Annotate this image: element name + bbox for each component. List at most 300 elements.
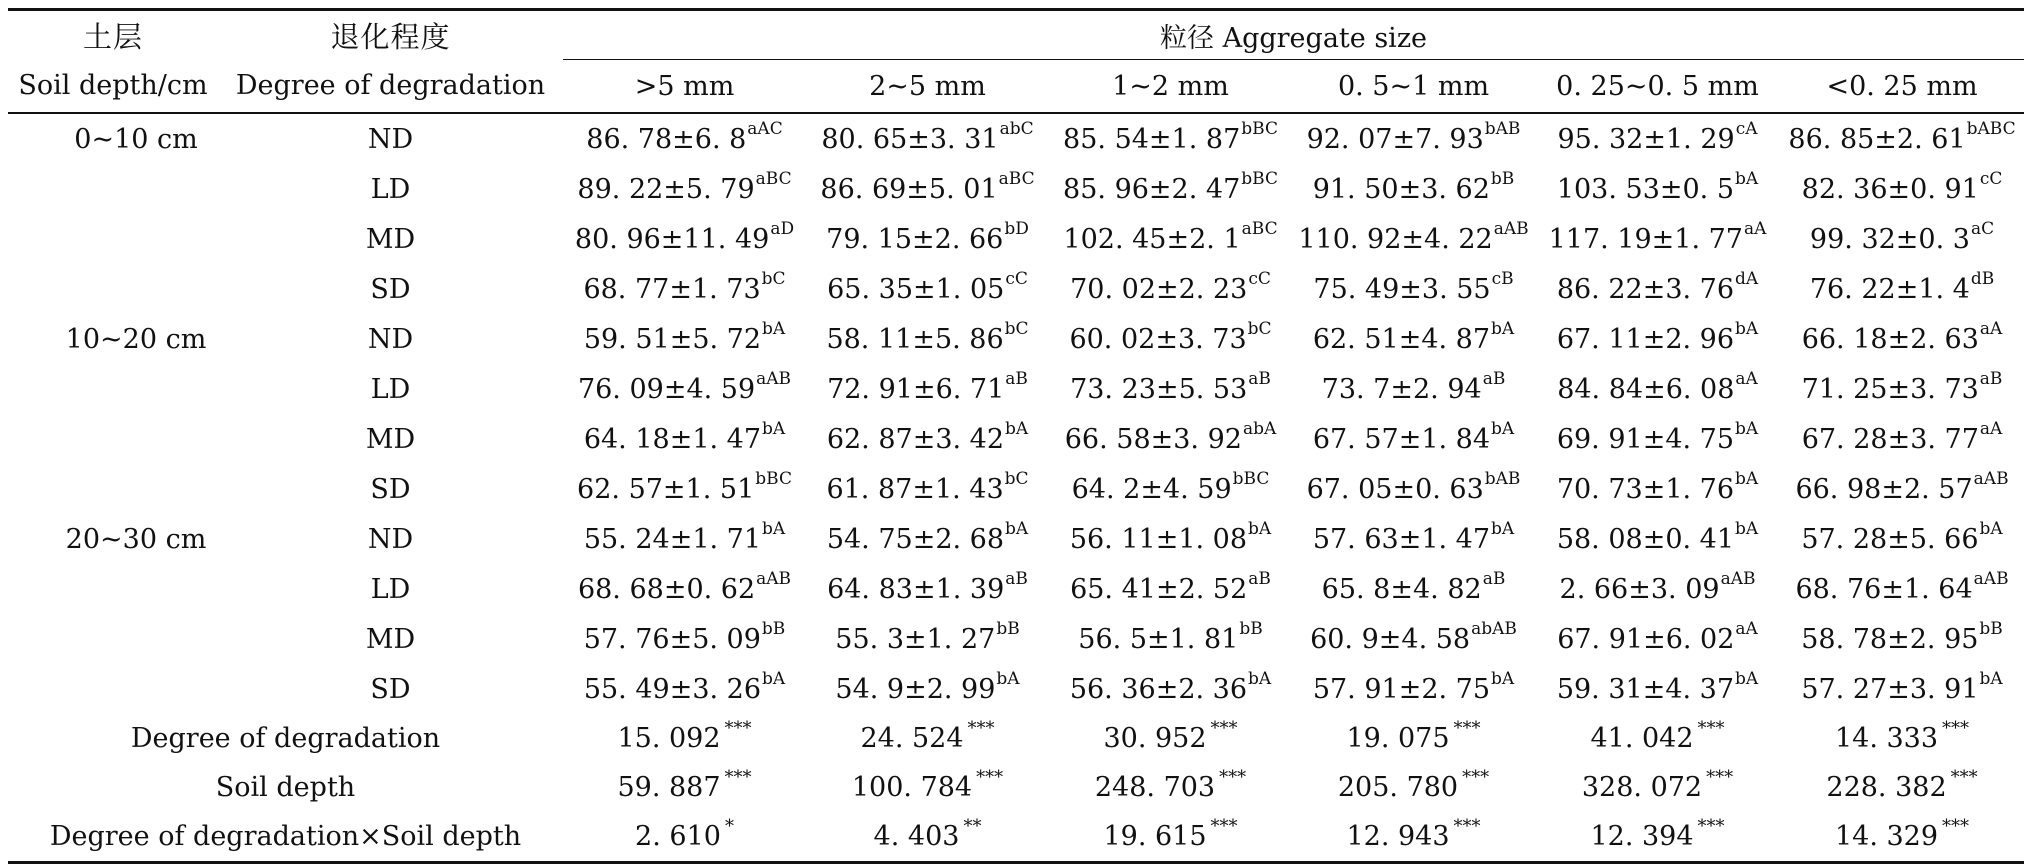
mean-sd-value: 117. 19±1. 77 — [1548, 223, 1743, 255]
value-cell — [1292, 113, 1535, 164]
value-cell — [1535, 314, 1780, 364]
mean-sd-value: 61. 87±1. 43 — [826, 473, 1004, 505]
mean-sd-value: 58. 11±5. 86 — [826, 323, 1004, 355]
value-cell — [806, 614, 1049, 664]
value-cell — [563, 564, 806, 614]
f-value-cell — [1535, 763, 1780, 812]
f-value-cell — [1049, 763, 1292, 812]
significance-letters: aA — [1743, 218, 1767, 239]
significance-letters: bD — [1004, 218, 1029, 239]
value-cell — [1292, 464, 1535, 514]
significance-letters: bA — [1491, 318, 1515, 339]
value-cell — [1292, 314, 1535, 364]
value-cell — [563, 414, 806, 464]
significance-letters: aAB — [1973, 568, 2009, 589]
significance-letters: cC — [1248, 268, 1271, 289]
value-cell — [1292, 214, 1535, 264]
f-value: 15. 092 — [617, 723, 721, 754]
mean-sd-value: 55. 3±1. 27 — [835, 623, 996, 655]
value-cell — [806, 214, 1049, 264]
degradation-header-cn: 退化程度 — [218, 10, 563, 60]
significance-letters: aA — [1979, 318, 2003, 339]
significance-stars: *** — [1697, 718, 1725, 739]
f-value: 4. 403 — [873, 821, 960, 852]
significance-stars: *** — [1210, 816, 1238, 837]
table-row — [8, 214, 2024, 264]
value-cell — [1535, 464, 1780, 514]
significance-letters: cA — [1735, 118, 1758, 139]
degradation-degree-cell: MD — [365, 623, 416, 655]
significance-letters: aAC — [747, 118, 783, 139]
f-value: 24. 524 — [860, 723, 964, 754]
mean-sd-value: 64. 18±1. 47 — [583, 423, 762, 455]
value-cell — [806, 564, 1049, 614]
significance-letters: aAB — [1720, 568, 1756, 589]
significance-letters: aB — [1005, 368, 1028, 389]
significance-letters: bA — [1248, 668, 1272, 689]
mean-sd-value: 67. 11±2. 96 — [1556, 323, 1735, 355]
value-cell — [1049, 113, 1292, 164]
f-value: 100. 784 — [851, 772, 973, 803]
significance-letters: bBC — [1241, 118, 1278, 139]
soil-depth-cell: 0~10 cm — [74, 123, 198, 155]
value-cell — [1780, 614, 2024, 664]
mean-sd-value: 54. 9±2. 99 — [835, 673, 996, 705]
value-cell — [1780, 414, 2024, 464]
f-value-cell — [1780, 812, 2024, 863]
f-value: 41. 042 — [1590, 723, 1694, 754]
value-cell — [806, 164, 1049, 214]
mean-sd-value: 103. 53±0. 5 — [1556, 173, 1735, 205]
significance-letters: aA — [1735, 368, 1758, 389]
f-value-cell — [563, 763, 806, 812]
significance-letters: aB — [1248, 568, 1271, 589]
f-value-cell — [1780, 714, 2024, 763]
soil-depth-cell — [8, 614, 218, 664]
f-value-cell — [1535, 714, 1780, 763]
mean-sd-value: 67. 91±6. 02 — [1557, 623, 1735, 655]
value-cell — [1292, 414, 1535, 464]
value-cell — [1049, 364, 1292, 414]
soil-depth-cell — [8, 414, 218, 464]
f-value-cell — [1780, 763, 2024, 812]
value-cell — [1780, 214, 2024, 264]
significance-stars: *** — [1942, 718, 1970, 739]
value-cell — [1535, 414, 1780, 464]
significance-letters: cC — [1979, 168, 2003, 189]
mean-sd-value: 66. 18±2. 63 — [1801, 323, 1979, 355]
value-cell — [563, 314, 806, 364]
f-value: 19. 075 — [1346, 723, 1450, 754]
anova-row — [8, 763, 2024, 812]
aggregate-table — [8, 8, 2024, 864]
f-value: 248. 703 — [1094, 772, 1216, 803]
f-value-cell — [806, 763, 1049, 812]
significance-stars: *** — [724, 767, 752, 788]
significance-letters: aB — [1005, 568, 1028, 589]
value-cell — [806, 664, 1049, 714]
significance-letters: bB — [996, 618, 1020, 639]
significance-letters: dB — [1970, 268, 1995, 289]
value-cell — [563, 514, 806, 564]
mean-sd-value: 73. 23±5. 53 — [1070, 373, 1248, 405]
table-row — [8, 564, 2024, 614]
soil-layer-header-cn: 土层 — [8, 10, 218, 60]
value-cell — [1780, 264, 2024, 314]
significance-letters: bA — [1005, 418, 1029, 439]
degradation-degree-cell: ND — [367, 123, 414, 155]
f-value: 2. 610 — [635, 821, 721, 852]
value-cell — [1535, 664, 1780, 714]
mean-sd-value: 84. 84±6. 08 — [1557, 373, 1735, 405]
value-cell — [563, 164, 806, 214]
value-cell — [1780, 113, 2024, 164]
f-value-cell — [1292, 812, 1535, 863]
f-value: 19. 615 — [1103, 821, 1207, 852]
soil-depth-cell — [8, 364, 218, 414]
size-header-gt5: >5 mm — [563, 60, 806, 114]
table-row — [8, 113, 2024, 164]
f-value: 12. 394 — [1590, 821, 1694, 852]
mean-sd-value: 95. 32±1. 29 — [1557, 123, 1735, 155]
mean-sd-value: 67. 57±1. 84 — [1312, 423, 1491, 455]
mean-sd-value: 57. 27±3. 91 — [1801, 673, 1979, 705]
mean-sd-value: 58. 08±0. 41 — [1556, 523, 1735, 555]
mean-sd-value: 60. 9±4. 58 — [1310, 623, 1471, 655]
mean-sd-value: 57. 91±2. 75 — [1312, 673, 1491, 705]
value-cell — [1780, 314, 2024, 364]
table-row — [8, 464, 2024, 514]
mean-sd-value: 55. 49±3. 26 — [583, 673, 762, 705]
significance-letters: bBC — [755, 468, 792, 489]
significance-letters: bC — [1004, 318, 1029, 339]
value-cell — [1292, 264, 1535, 314]
size-header-05-1: 0. 5~1 mm — [1292, 60, 1535, 114]
value-cell — [1049, 314, 1292, 364]
mean-sd-value: 64. 83±1. 39 — [827, 573, 1005, 605]
mean-sd-value: 86. 69±5. 01 — [820, 173, 998, 205]
significance-letters: bA — [762, 518, 786, 539]
significance-letters: aA — [1979, 418, 2003, 439]
f-value-cell — [1292, 714, 1535, 763]
value-cell — [1780, 564, 2024, 614]
soil-layer-header-en: Soil depth/cm — [8, 60, 218, 114]
mean-sd-value: 102. 45±2. 1 — [1063, 223, 1241, 255]
significance-letters: dA — [1735, 268, 1759, 289]
value-cell — [806, 414, 1049, 464]
value-cell — [1780, 364, 2024, 414]
f-value: 328. 072 — [1581, 772, 1703, 803]
degradation-degree-cell: LD — [370, 373, 411, 405]
degradation-degree-cell: LD — [370, 173, 411, 205]
size-header-lt025: <0. 25 mm — [1780, 60, 2024, 114]
soil-depth-cell — [8, 264, 218, 314]
significance-stars: *** — [1697, 816, 1725, 837]
significance-stars: *** — [1950, 767, 1978, 788]
value-cell — [563, 664, 806, 714]
significance-letters: bAB — [1484, 118, 1521, 139]
significance-letters: aB — [1248, 368, 1271, 389]
anova-factor-label: Degree of degradation — [130, 723, 441, 754]
value-cell — [1535, 214, 1780, 264]
mean-sd-value: 65. 8±4. 82 — [1321, 573, 1482, 605]
value-cell — [1049, 464, 1292, 514]
significance-stars: *** — [1942, 816, 1970, 837]
value-cell — [1535, 264, 1780, 314]
mean-sd-value: 65. 41±2. 52 — [1070, 573, 1248, 605]
table-row — [8, 314, 2024, 364]
value-cell — [1780, 164, 2024, 214]
significance-letters: bABC — [1966, 118, 2016, 139]
significance-letters: aC — [1970, 218, 1995, 239]
value-cell — [806, 364, 1049, 414]
soil-depth-cell: 10~20 cm — [65, 323, 207, 355]
value-cell — [806, 514, 1049, 564]
value-cell — [563, 113, 806, 164]
mean-sd-value: 70. 02±2. 23 — [1070, 273, 1248, 305]
mean-sd-value: 79. 15±2. 66 — [826, 223, 1004, 255]
mean-sd-value: 60. 02±3. 73 — [1069, 323, 1247, 355]
significance-letters: aBC — [1241, 218, 1278, 239]
f-value-cell — [806, 714, 1049, 763]
f-value-cell — [806, 812, 1049, 863]
mean-sd-value: 86. 22±3. 76 — [1556, 273, 1735, 305]
value-cell — [1780, 514, 2024, 564]
mean-sd-value: 2. 66±3. 09 — [1559, 573, 1720, 605]
significance-stars: *** — [1453, 816, 1481, 837]
value-cell — [1535, 514, 1780, 564]
significance-stars: *** — [1210, 718, 1238, 739]
significance-letters: bA — [1979, 668, 2003, 689]
anova-row — [8, 812, 2024, 863]
value-cell — [1049, 414, 1292, 464]
value-cell — [1535, 113, 1780, 164]
soil-depth-cell: 20~30 cm — [65, 523, 207, 555]
significance-letters: abAB — [1471, 618, 1517, 639]
significance-letters: bA — [762, 318, 786, 339]
f-value: 12. 943 — [1346, 821, 1450, 852]
mean-sd-value: 66. 58±3. 92 — [1064, 423, 1242, 455]
mean-sd-value: 76. 22±1. 4 — [1809, 273, 1970, 305]
size-header-025-05: 0. 25~0. 5 mm — [1535, 60, 1780, 114]
significance-letters: bB — [1490, 168, 1515, 189]
significance-letters: aAB — [1493, 218, 1529, 239]
significance-letters: aD — [770, 218, 795, 239]
value-cell — [1049, 214, 1292, 264]
size-header-2-5: 2~5 mm — [806, 60, 1049, 114]
table-row — [8, 664, 2024, 714]
significance-letters: cB — [1491, 268, 1514, 289]
significance-letters: bA — [1735, 468, 1759, 489]
significance-letters: bA — [1735, 418, 1759, 439]
mean-sd-value: 67. 28±3. 77 — [1801, 423, 1979, 455]
significance-letters: bA — [1248, 518, 1272, 539]
degradation-degree-cell: ND — [367, 523, 414, 555]
mean-sd-value: 57. 76±5. 09 — [583, 623, 761, 655]
degradation-degree-cell: SD — [370, 473, 411, 505]
mean-sd-value: 86. 85±2. 61 — [1788, 123, 1966, 155]
significance-letters: aBC — [755, 168, 792, 189]
mean-sd-value: 65. 35±1. 05 — [827, 273, 1005, 305]
significance-letters: cC — [1005, 268, 1028, 289]
significance-letters: abA — [1242, 418, 1277, 439]
mean-sd-value: 68. 76±1. 64 — [1795, 573, 1973, 605]
degradation-degree-cell: MD — [365, 223, 416, 255]
degradation-degree-cell: LD — [370, 573, 411, 605]
significance-letters: bA — [1735, 518, 1759, 539]
significance-letters: bB — [1239, 618, 1263, 639]
value-cell — [1292, 664, 1535, 714]
value-cell — [563, 264, 806, 314]
value-cell — [1292, 564, 1535, 614]
significance-stars: *** — [1219, 767, 1247, 788]
value-cell — [806, 113, 1049, 164]
value-cell — [1535, 164, 1780, 214]
mean-sd-value: 86. 78±6. 8 — [586, 123, 747, 155]
value-cell — [1049, 664, 1292, 714]
significance-letters: aB — [1482, 368, 1506, 389]
significance-letters: aAB — [756, 568, 792, 589]
significance-stars: *** — [1706, 767, 1734, 788]
value-cell — [1049, 614, 1292, 664]
mean-sd-value: 73. 7±2. 94 — [1321, 373, 1482, 405]
significance-letters: aB — [1482, 568, 1506, 589]
significance-letters: bC — [761, 268, 786, 289]
significance-letters: bA — [996, 668, 1020, 689]
table-row — [8, 514, 2024, 564]
value-cell — [563, 214, 806, 264]
significance-letters: bBC — [1241, 168, 1278, 189]
significance-letters: bA — [1491, 418, 1515, 439]
significance-letters: bA — [1491, 668, 1515, 689]
value-cell — [1780, 464, 2024, 514]
mean-sd-value: 75. 49±3. 55 — [1313, 273, 1491, 305]
soil-depth-cell — [8, 164, 218, 214]
significance-stars: *** — [967, 718, 995, 739]
significance-letters: abC — [999, 118, 1034, 139]
significance-letters: bA — [1735, 168, 1759, 189]
significance-letters: bB — [761, 618, 786, 639]
mean-sd-value: 57. 28±5. 66 — [1801, 523, 1979, 555]
mean-sd-value: 70. 73±1. 76 — [1556, 473, 1735, 505]
value-cell — [1292, 164, 1535, 214]
degradation-header-en: Degree of degradation — [218, 60, 563, 114]
value-cell — [806, 464, 1049, 514]
soil-depth-cell — [8, 664, 218, 714]
significance-stars: *** — [724, 718, 752, 739]
value-cell — [1292, 514, 1535, 564]
value-cell — [563, 464, 806, 514]
significance-letters: bA — [1735, 318, 1759, 339]
mean-sd-value: 71. 25±3. 73 — [1801, 373, 1979, 405]
soil-depth-cell — [8, 214, 218, 264]
mean-sd-value: 67. 05±0. 63 — [1306, 473, 1484, 505]
mean-sd-value: 69. 91±4. 75 — [1556, 423, 1735, 455]
f-value: 14. 329 — [1834, 821, 1939, 852]
f-value: 30. 952 — [1103, 723, 1207, 754]
significance-letters: bC — [1004, 468, 1029, 489]
f-value-cell — [1049, 714, 1292, 763]
significance-letters: aAB — [756, 368, 792, 389]
mean-sd-value: 110. 92±4. 22 — [1298, 223, 1493, 255]
mean-sd-value: 54. 75±2. 68 — [826, 523, 1005, 555]
mean-sd-value: 92. 07±7. 93 — [1306, 123, 1484, 155]
anova-factor-label: Degree of degradation×Soil depth — [8, 812, 563, 863]
value-cell — [1780, 664, 2024, 714]
mean-sd-value: 64. 2±4. 59 — [1071, 473, 1232, 505]
significance-stars: * — [724, 816, 734, 837]
significance-letters: bA — [1979, 518, 2003, 539]
aggregate-size-header: 粒径 Aggregate size — [563, 10, 2024, 60]
soil-depth-cell — [8, 464, 218, 514]
significance-letters: bA — [1491, 518, 1515, 539]
degradation-degree-cell: SD — [370, 673, 411, 705]
significance-letters: aA — [1735, 618, 1758, 639]
table-row — [8, 364, 2024, 414]
f-value: 205. 780 — [1337, 772, 1459, 803]
significance-stars: ** — [963, 816, 982, 837]
value-cell — [806, 264, 1049, 314]
mean-sd-value: 62. 57±1. 51 — [577, 473, 755, 505]
f-value: 59. 887 — [617, 772, 721, 803]
value-cell — [1049, 564, 1292, 614]
value-cell — [1535, 564, 1780, 614]
significance-letters: bAB — [1484, 468, 1521, 489]
mean-sd-value: 59. 31±4. 37 — [1556, 673, 1735, 705]
table-row — [8, 164, 2024, 214]
significance-letters: bA — [762, 418, 786, 439]
significance-stars: *** — [976, 767, 1004, 788]
degradation-degree-cell: MD — [365, 423, 416, 455]
size-header-1-2: 1~2 mm — [1049, 60, 1292, 114]
value-cell — [806, 314, 1049, 364]
significance-stars: *** — [1462, 767, 1490, 788]
significance-letters: bA — [1735, 668, 1759, 689]
significance-letters: bC — [1247, 318, 1272, 339]
mean-sd-value: 62. 51±4. 87 — [1312, 323, 1491, 355]
f-value: 14. 333 — [1834, 723, 1939, 754]
mean-sd-value: 68. 77±1. 73 — [583, 273, 761, 305]
significance-letters: aB — [1979, 368, 2003, 389]
mean-sd-value: 66. 98±2. 57 — [1795, 473, 1973, 505]
significance-stars: *** — [1453, 718, 1481, 739]
mean-sd-value: 57. 63±1. 47 — [1312, 523, 1491, 555]
degradation-degree-cell: SD — [370, 273, 411, 305]
mean-sd-value: 80. 96±11. 49 — [574, 223, 770, 255]
mean-sd-value: 85. 54±1. 87 — [1063, 123, 1241, 155]
mean-sd-value: 56. 5±1. 81 — [1078, 623, 1239, 655]
value-cell — [1292, 364, 1535, 414]
f-value-cell — [563, 714, 806, 763]
mean-sd-value: 99. 32±0. 3 — [1809, 223, 1970, 255]
mean-sd-value: 59. 51±5. 72 — [583, 323, 762, 355]
mean-sd-value: 55. 24±1. 71 — [583, 523, 762, 555]
mean-sd-value: 56. 11±1. 08 — [1069, 523, 1248, 555]
significance-letters: bA — [762, 668, 786, 689]
significance-letters: aAB — [1973, 468, 2009, 489]
value-cell — [1049, 264, 1292, 314]
mean-sd-value: 72. 91±6. 71 — [827, 373, 1005, 405]
f-value-cell — [563, 812, 806, 863]
mean-sd-value: 89. 22±5. 79 — [577, 173, 755, 205]
table-row — [8, 614, 2024, 664]
mean-sd-value: 82. 36±0. 91 — [1801, 173, 1979, 205]
value-cell — [1535, 614, 1780, 664]
value-cell — [1292, 614, 1535, 664]
mean-sd-value: 62. 87±3. 42 — [826, 423, 1005, 455]
significance-letters: bBC — [1232, 468, 1270, 489]
value-cell — [1049, 514, 1292, 564]
